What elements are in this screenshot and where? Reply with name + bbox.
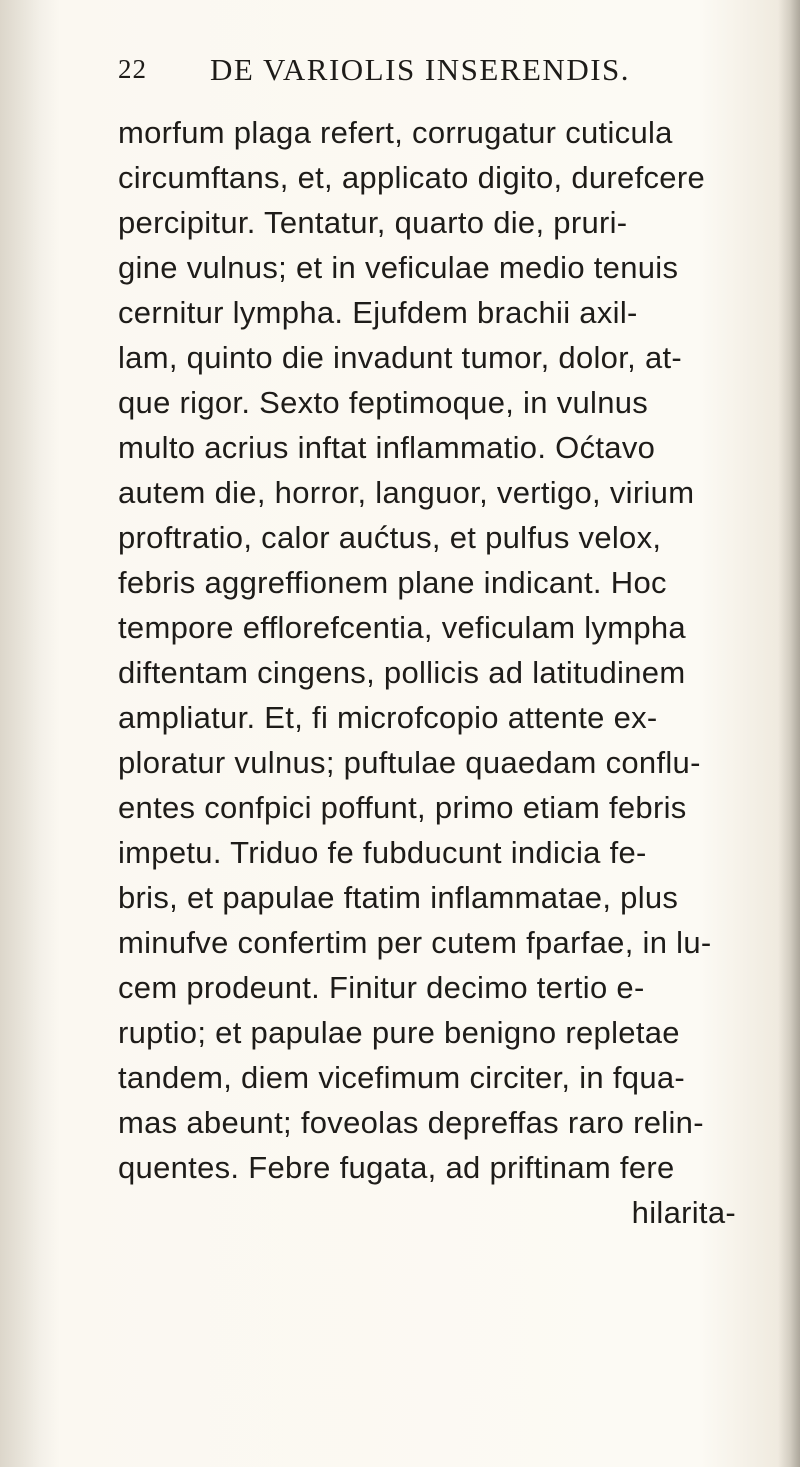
text-line: circumftans, et, applicato digito, durefcere — [118, 160, 705, 195]
text-line: febris aggreffionem plane indicant. Hoc — [118, 565, 667, 600]
text-line: mas abeunt; foveolas depreffas raro relin- — [118, 1105, 704, 1140]
text-line: cem prodeunt. Finitur decimo tertio e- — [118, 970, 645, 1005]
text-line: impetu. Triduo fe fubducunt indicia fe- — [118, 835, 647, 870]
body-text — [118, 110, 768, 1235]
text-line: percipitur. Tentatur, quarto die, pruri- — [118, 205, 628, 240]
text-line: tandem, diem vicefimum circiter, in fqua- — [118, 1060, 686, 1095]
running-head: DE VARIOLIS INSERENDIS. — [210, 52, 631, 87]
page-number: 22 — [118, 54, 147, 84]
text-line: tempore efflorefcentia, veficulam lympha — [118, 610, 686, 645]
text-line: cernitur lympha. Ejufdem brachii axil- — [118, 295, 638, 330]
text-line: minufve confertim per cutem fparfae, in lu- — [118, 925, 712, 960]
page-edge-shadow — [778, 0, 800, 1467]
text-line: quentes. Febre fugata, ad priftinam fere — [118, 1150, 675, 1185]
text-line: gine vulnus; et in veficulae medio tenuis — [118, 250, 679, 285]
text-line: ploratur vulnus; puftulae quaedam conflu- — [118, 745, 701, 780]
text-line: morfum plaga refert, corrugatur cuticula — [118, 115, 673, 150]
binding-shadow — [0, 0, 60, 1467]
text-line: ruptio; et papulae pure benigno repletae — [118, 1015, 680, 1050]
text-line: ampliatur. Et, fi microfcopio attente ex- — [118, 700, 658, 735]
text-line: multo acrius inftat inflammatio. Oćtavo — [118, 430, 656, 465]
text-line: diftentam cingens, pollicis ad latitudinem — [118, 655, 686, 690]
text-line: entes confpici poffunt, primo etiam febris — [118, 790, 687, 825]
text-line: lam, quinto die invadunt tumor, dolor, at- — [118, 340, 683, 375]
text-line: autem die, horror, languor, vertigo, virium — [118, 475, 695, 510]
page-header — [118, 52, 738, 92]
text-line: que rigor. Sexto feptimoque, in vulnus — [118, 385, 649, 420]
text-line: proftratio, calor aućtus, et pulfus velox, — [118, 520, 662, 555]
text-line: bris, et papulae ftatim inflammatae, plus — [118, 880, 679, 915]
catchword: hilarita- — [631, 1195, 736, 1230]
